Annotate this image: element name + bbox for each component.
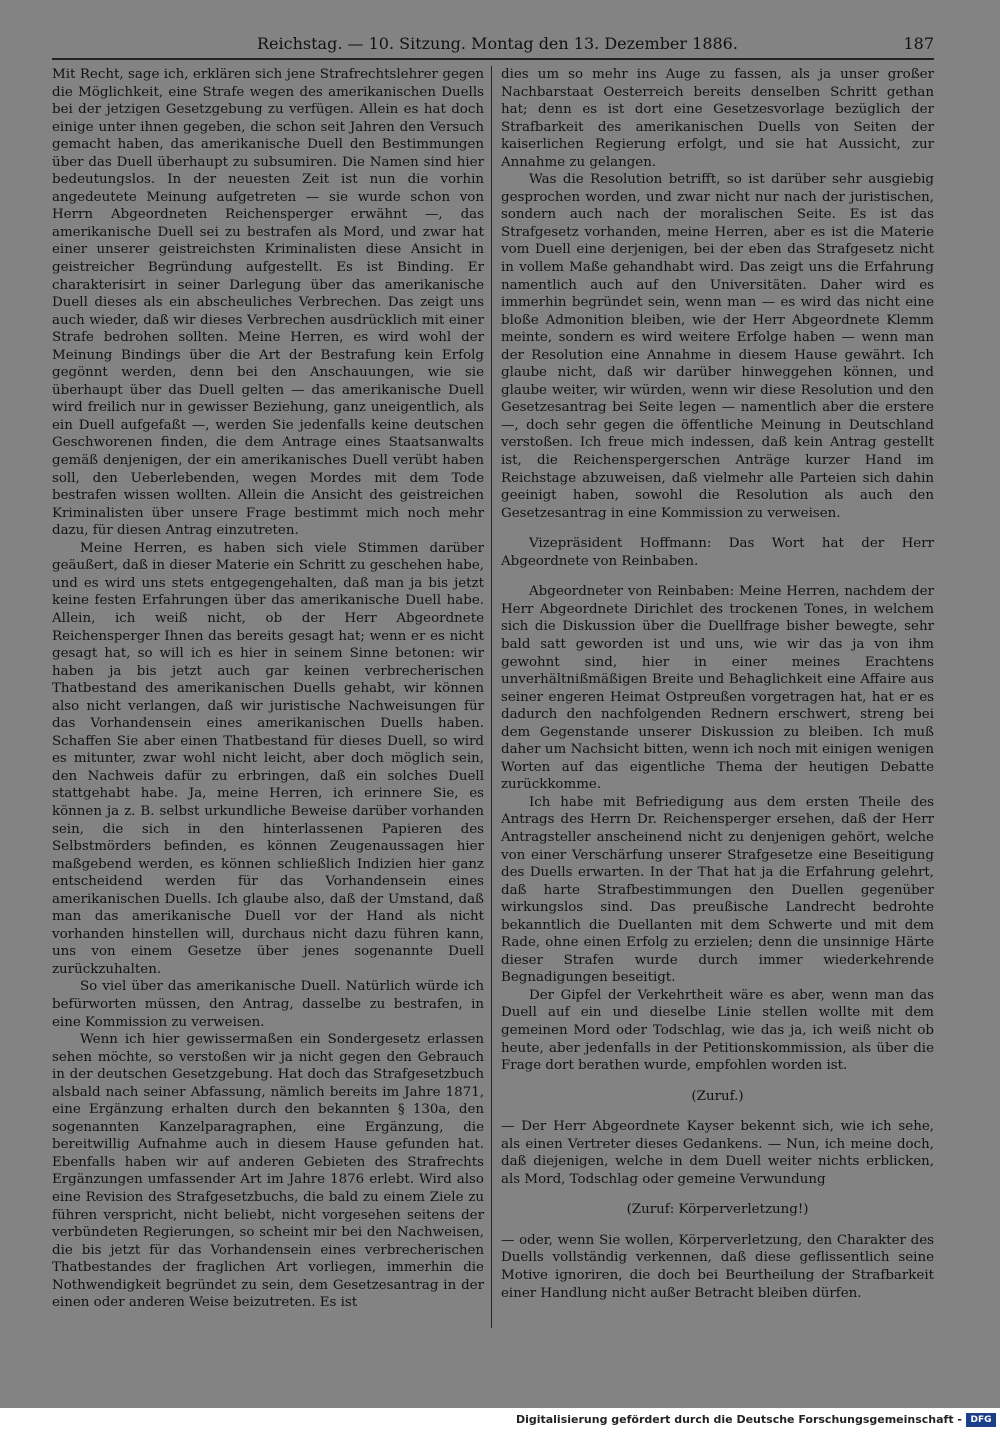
page-number: 187 [903, 34, 934, 53]
interjection: (Zuruf: Körperverletzung!) [626, 1202, 809, 1218]
funding-credit: Digitalisierung gefördert durch die Deutsche Forschungsgemeinschaft - [515, 1413, 962, 1426]
column-divider [491, 66, 492, 1328]
header-title: Reichstag. — 10. Sitzung. Montag den 13. Dezember 1886. [257, 34, 738, 53]
paragraph: Mit Recht, sage ich, erklären sich jene Strafrechtslehrer gegen die Möglichkeit, eine Strafe wegen des amerikanischen Duells bei der jetzigen Gesetzgebung zu verfügen. Allein es hat doch einige unter ihnen gegeben, die schon seit Jahren den Versuch gemacht haben, das amerikanische Duell den Bestimmungen über das Duell überhaupt zu subsumiren. Die Namen sind hier bedeutungslos. In der neuesten Zeit ist nun die vorhin angedeutete Meinung aufgetreten — sie wurde schon von Herrn Abgeordneten Reichensperger erwähnt —, das amerikanische Duell sei zu bestrafen als Mord, und zwar hat einer unserer geistreichsten Kriminalisten diese Ansicht in geistreicher Begründung aufgestellt. Es ist Binding. Er charakterisirt in seiner Darlegung über das amerikanische Duell dieses als ein abscheuliches Verbrechen. Das zeigt uns auch wieder, daß wir dieses Verbrechen ausdrücklich mit einer Strafe bedrohen sollten. Meine Herren, es wird wohl der Meinung Bindings über die Art der Bestrafung kein Erfolg gegönnt werden, denn bei den Anschauungen, wie sie überhaupt über das Duell gelten — das amerikanische Duell wird freilich nur in gewisser Beziehung, ganz uneigentlich, als ein Duell aufgefaßt —, werden Sie jedenfalls keine deutschen Geschworenen finden, die dem Antrage eines Staatsanwalts gemäß denjenigen, der ein amerikanisches Duell verübt haben soll, den Ueberlebenden, wegen Mordes mit dem Tode bestrafen wissen wollten. Allein die Ansicht des geistreichen Kriminalisten über unsere Frage bestimmt mich noch mehr dazu, für diesen Antrag einzutreten. [52, 67, 484, 539]
paragraph: — Der Herr Abgeordnete Kayser bekennt sich, wie ich sehe, als einen Vertreter dieses Gedankens. — Nun, ich meine doch, daß diejenigen, welche in dem Duell weiter nichts erblicken, als Mord, Todschlag oder gemeine Verwundung [501, 1119, 934, 1187]
paragraph: dies um so mehr ins Auge zu fassen, als ja unser großer Nachbarstaat Oesterreich bereits denselben Schritt gethan hat; denn es ist dort eine Gesetzesvorlage bezüglich der Strafbarkeit des amerikanischen Duells von Seiten der kaiserlichen Regierung erfolgt, und sie hat Aussicht, zur Annahme zu gelangen. [501, 67, 934, 170]
interjection: (Zuruf.) [691, 1088, 744, 1104]
dfg-logo: DFG [966, 1413, 996, 1427]
paragraph: So viel über das amerikanische Duell. Natürlich würde ich befürworten müssen, den Antrag, dasselbe zu bestrafen, in eine Kommission zu verweisen. [52, 979, 484, 1030]
paragraph: Wenn ich hier gewissermaßen ein Sondergesetz erlassen sehen möchte, so verstoßen wir ja nicht gegen den Gebrauch in der deutschen Gesetzgebung. Hat doch das Strafgesetzbuch alsbald nach seiner Abfassung, nämlich bereits im Jahre 1871, eine Ergänzung erhalten durch den bekannten § 130a, den sogenannten Kanzelparagraphen, eine Ergänzung, die bereitwillig Aufnahme auch in diesem Hause gefunden hat. Ebenfalls haben wir auf anderen Gebieten des Strafrechts Ergänzungen umfassender Art im Jahre 1876 erlebt. Wird also eine Revision des Strafgesetzbuchs, die bald zu einem Ziele zu führen verspricht, nicht beliebt, nicht vorgesehen seitens der verbündeten Regierungen, so scheint mir bei den Nachweisen, die bis jetzt für das Vorhandensein eines verbrecherischen Thatbestandes der fraglichen Art vorliegen, immerhin die Nothwendigkeit begründet zu sein, dem Gesetzesantrag in der einen oder anderen Weise beizutreten. Es ist [52, 1032, 484, 1311]
paragraph: Der Gipfel der Verkehrtheit wäre es aber, wenn man das Duell auf ein und dieselbe Linie stellen wollte mit dem gemeinen Mord oder Todschlag, wie das ja, ich weiß nicht ob heute, aber jedenfalls in der Petitionskommission, als über die Frage dort berathen wurde, empfohlen worden ist. [501, 987, 934, 1074]
left-column [52, 66, 484, 1336]
paragraph: — oder, wenn Sie wollen, Körperverletzung, den Charakter des Duells vollständig verkennen, daß diese geflissentlich seine Motive ignoriren, die doch bei Beurtheilung der Strafbarkeit einer Handlung nicht außer Betracht bleiben dürfen. [501, 1232, 934, 1301]
right-column [501, 66, 934, 1336]
paragraph: Ich habe mit Befriedigung aus dem ersten Theile des Antrags des Herrn Dr. Reichensperger ersehen, daß der Herr Antragsteller anscheinend nicht zu denjenigen gehört, welche von einer Verschärfung unserer Strafgesetze eine Beseitigung des Duells erwarten. In der That hat ja die Erfahrung gelehrt, daß harte Strafbestimmungen den Duellen gegenüber wirkungslos sind. Das preußische Landrecht bedrohte bekanntlich die Duellanten mit dem Schwerte und mit dem Rade, ohne einen Erfolg zu erzielen; denn die unsinnige Härte dieser Strafen wurde durch immer wiederkehrende Begnadigungen beseitigt. [501, 794, 934, 986]
speaker-paragraph: Abgeordneter von Reinbaben: Meine Herren, nachdem der Herr Abgeordnete Dirichlet des trockenen Tones, in welchem sich die Diskussion über die Duellfrage bisher bewegte, sehr bald satt geworden ist und uns, wie wir das ja von ihm gewohnt sind, hier in einer meines Erachtens unverhältnißmäßigen Breite und Behaglichkeit eine Affaire aus seiner engeren Heimat Ostpreußen vorgetragen hat, hat er es dadurch den nachfolgenden Rednern erschwert, streng bei dem Gegenstande unserer Diskussion zu bleiben. Ich muß daher um Nachsicht bitten, wenn ich noch mit einigen wenigen Worten auf das eigentliche Thema der heutigen Debatte zurückkomme. [501, 584, 934, 793]
speaker-paragraph: Vizepräsident Hoffmann: Das Wort hat der Herr Abgeordnete von Reinbaben. [501, 536, 934, 569]
paragraph: Meine Herren, es haben sich viele Stimmen darüber geäußert, daß in dieser Materie ein Schritt zu geschehen habe, und es wird uns stets entgegengehalten, daß man ja bis jetzt keine festen Erfahrungen über das amerikanische Duell habe. Allein, ich weiß nicht, ob der Herr Abgeordnete Reichensperger Ihnen das bereits gesagt hat; wenn er es nicht gesagt hat, so will ich es hier in seinem Sinne betonen: wir haben ja bis jetzt auch gar keinen verbrecherischen Thatbestand des amerikanischen Duells gehabt, wir können also nicht verlangen, daß wir juristische Nachweisungen für das Vorhandensein eines amerikanischen Duells haben. Schaffen Sie aber einen Thatbestand für dieses Duell, so wird es mitunter, zwar wohl nicht leicht, aber doch möglich sein, den Nachweis dafür zu erbringen, daß ein solches Duell stattgehabt habe. Ja, meine Herren, ich erinnere Sie, es können ja z. B. selbst urkundliche Beweise darüber vorhanden sein, die sich in den hinterlassenen Papieren des Selbstmörders befinden, es können Zeugenaussagen hier maßgebend werden, es können schließlich Indizien hier ganz entscheidend werden für das Vorhandensein eines amerikanischen Duells. Ich glaube also, daß der Umstand, daß man das amerikanische Duell vor der Hand als nicht vorhanden hinstellen will, durchaus nicht dazu führen kann, uns von einem Gesetze über jenes sogenannte Duell zurückzuhalten. [52, 540, 484, 977]
footer-bar [0, 1408, 1000, 1432]
paragraph: Was die Resolution betrifft, so ist darüber sehr ausgiebig gesprochen worden, und zwar nicht nur nach der juristischen, sondern auch nach der moralischen Seite. Es ist das Strafgesetz vorhanden, meine Herren, aber es ist die Materie vom Duell eine derjenigen, bei der eben das Strafgesetz nicht in vollem Maße gehandhabt wird. Das zeigt uns die Erfahrung namentlich auch auf den Universitäten. Daher wird es immerhin begründet sein, wenn man — es wird das nicht eine bloße Admonition bleiben, wie der Herr Abgeordnete Klemm meinte, sondern es wird weitere Erfolge haben — wenn man der Resolution eine Annahme in diesem Hause gewährt. Ich glaube nicht, daß wir darüber hinweggehen können, und glaube weiter, wir würden, wenn wir diese Resolution und den Gesetzesantrag bei Seite legen — namentlich aber die erstere —, doch sehr gegen die öffentliche Meinung in Deutschland verstoßen. Ich freue mich indessen, daß kein Antrag gestellt ist, die Reichenspergerschen Anträge kurzer Hand im Reichstage abzuweisen, daß vielmehr alle Parteien sich dahin geeinigt haben, sowohl die Resolution als auch den Gesetzesantrag in eine Kommission zu verweisen. [501, 172, 934, 521]
page-header [52, 32, 934, 60]
